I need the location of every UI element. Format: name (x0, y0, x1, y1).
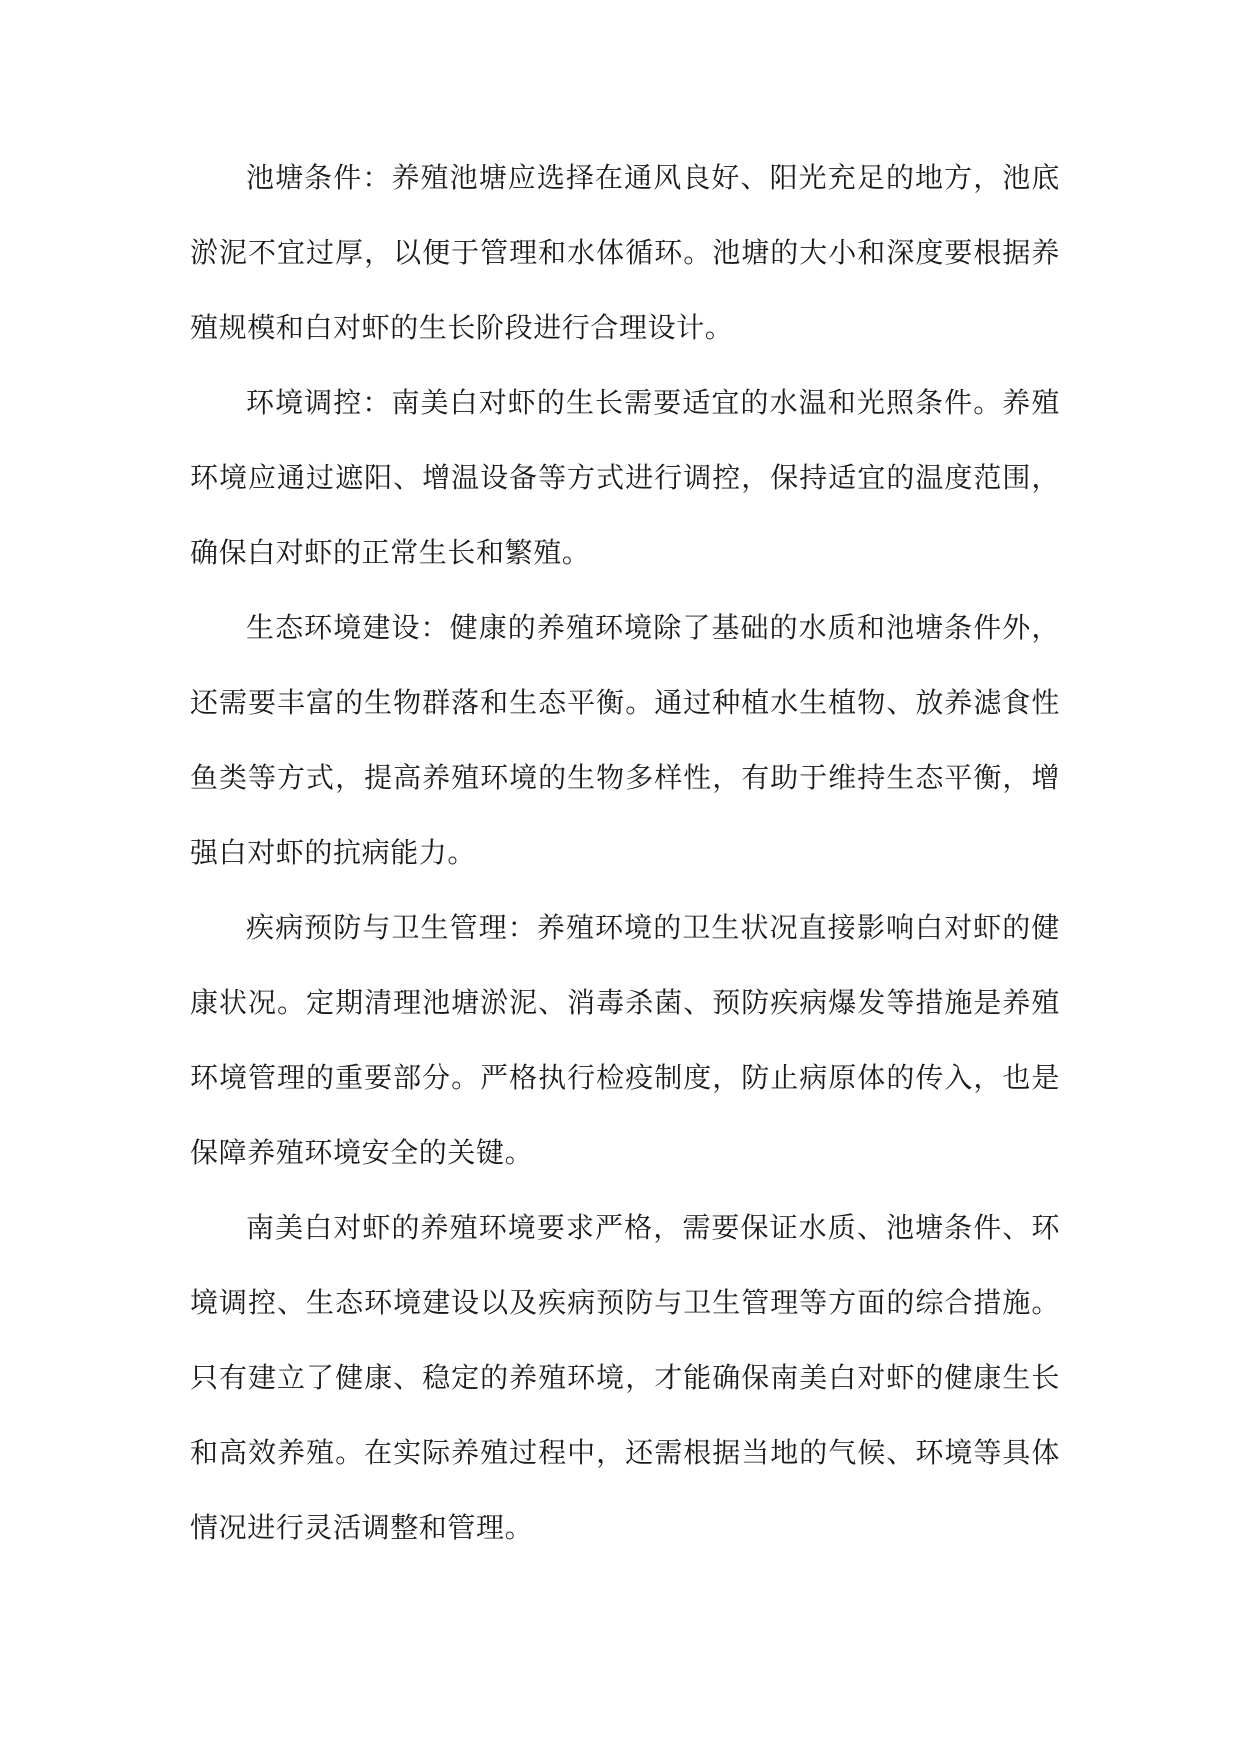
document-body (190, 140, 1060, 1565)
paragraph-pond-conditions: 池塘条件：养殖池塘应选择在通风良好、阳光充足的地方，池底淤泥不宜过厚，以便于管理和水体循环。池塘的大小和深度要根据养殖规模和白对虾的生长阶段进行合理设计。 (190, 161, 1060, 344)
paragraph-ecological-construction: 生态环境建设：健康的养殖环境除了基础的水质和池塘条件外，还需要丰富的生物群落和生态平衡。通过种植水生植物、放养滤食性鱼类等方式，提高养殖环境的生物多样性，有助于维持生态平衡，增强白对虾的抗病能力。 (190, 611, 1060, 869)
paragraph-environment-control: 环境调控：南美白对虾的生长需要适宜的水温和光照条件。养殖环境应通过遮阳、增温设备等方式进行调控，保持适宜的温度范围，确保白对虾的正常生长和繁殖。 (190, 386, 1060, 569)
paragraph-disease-prevention: 疾病预防与卫生管理：养殖环境的卫生状况直接影响白对虾的健康状况。定期清理池塘淤泥、消毒杀菌、预防疾病爆发等措施是养殖环境管理的重要部分。严格执行检疫制度，防止病原体的传入，也是保障养殖环境安全的关键。 (190, 911, 1060, 1169)
paragraph-summary: 南美白对虾的养殖环境要求严格，需要保证水质、池塘条件、环境调控、生态环境建设以及疾病预防与卫生管理等方面的综合措施。只有建立了健康、稳定的养殖环境，才能确保南美白对虾的健康生长和高效养殖。在实际养殖过程中，还需根据当地的气候、环境等具体情况进行灵活调整和管理。 (190, 1211, 1060, 1544)
